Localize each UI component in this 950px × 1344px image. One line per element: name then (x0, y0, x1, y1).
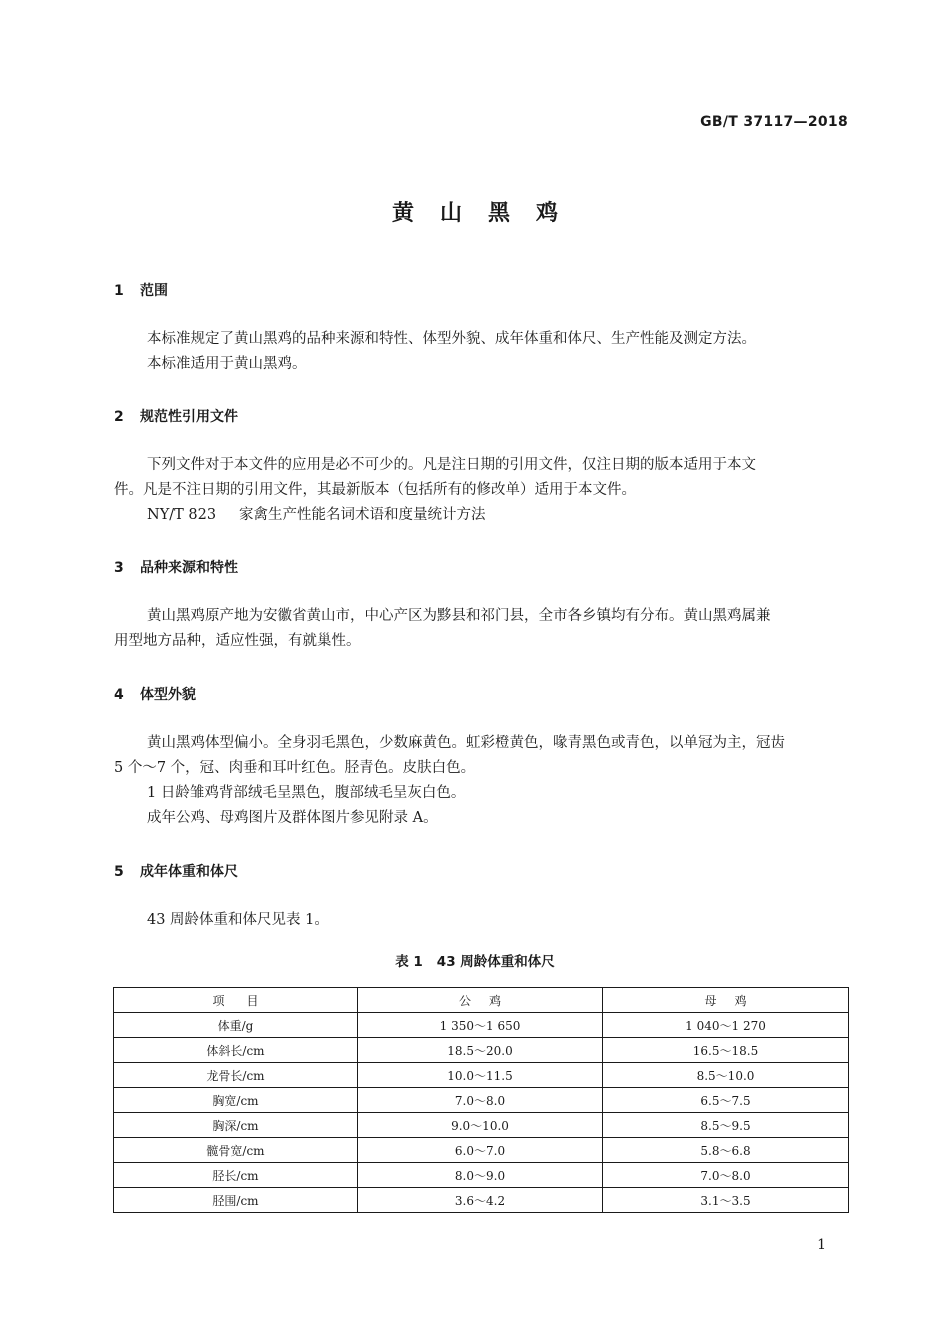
section-title: 范围 (140, 283, 168, 299)
paragraph-line: 5 个～7 个，冠、肉垂和耳叶红色。胫青色。皮肤白色。 (114, 760, 476, 776)
table-row (114, 1088, 849, 1113)
row-male-value: 8.0～9.0 (358, 1163, 603, 1188)
section-4-heading (114, 684, 196, 704)
table-caption-title: 43 周龄体重和体尺 (436, 954, 555, 970)
paragraph-line: 本标准适用于黄山黑鸡。 (147, 356, 307, 372)
row-female-value: 8.5～10.0 (603, 1063, 849, 1088)
row-male-value: 3.6～4.2 (358, 1188, 603, 1213)
section-number: 5 (114, 864, 124, 880)
row-male-value: 10.0～11.5 (358, 1063, 603, 1088)
reference-code: NY/T 823 (147, 507, 217, 523)
row-male-value: 18.5～20.0 (358, 1038, 603, 1063)
section-3-heading (114, 557, 238, 577)
paragraph-line: 1 日龄雏鸡背部绒毛呈黑色，腹部绒毛呈灰白色。 (147, 785, 466, 801)
section-5-body (114, 908, 852, 933)
header-item: 项目 (114, 988, 358, 1013)
section-1-heading (114, 280, 168, 300)
section-number: 2 (114, 409, 124, 425)
table-row (114, 1038, 849, 1063)
row-female-value: 6.5～7.5 (603, 1088, 849, 1113)
paragraph-line: 本标准规定了黄山黑鸡的品种来源和特性、体型外貌、成年体重和体尺、生产性能及测定方法。 (147, 331, 756, 347)
section-number: 3 (114, 560, 124, 576)
normative-reference (114, 503, 852, 528)
header-male: 公鸡 (358, 988, 603, 1013)
row-item: 体重/g (114, 1013, 358, 1038)
section-4-body (114, 731, 852, 831)
row-item: 胸深/cm (114, 1113, 358, 1138)
paragraph-line: 黄山黑鸡体型偏小。全身羽毛黑色，少数麻黄色。虹彩橙黄色，喙青黑色或青色，以单冠为主，冠齿 (147, 735, 785, 751)
table-row (114, 1188, 849, 1213)
header-female: 母鸡 (603, 988, 849, 1013)
paragraph-line: 黄山黑鸡原产地为安徽省黄山市，中心产区为黟县和祁门县，全市各乡镇均有分布。黄山黑鸡属兼 (147, 608, 771, 624)
section-number: 1 (114, 283, 124, 299)
standard-code: GB/T 37117—2018 (700, 114, 848, 130)
paragraph-line: 件。凡是不注日期的引用文件，其最新版本（包括所有的修改单）适用于本文件。 (114, 482, 636, 498)
section-1-body (114, 327, 852, 377)
row-male-value: 7.0～8.0 (358, 1088, 603, 1113)
row-item: 胫长/cm (114, 1163, 358, 1188)
section-title: 品种来源和特性 (140, 560, 238, 576)
row-male-value: 1 350～1 650 (358, 1013, 603, 1038)
row-female-value: 1 040～1 270 (603, 1013, 849, 1038)
section-3-body (114, 604, 852, 654)
paragraph-line: 下列文件对于本文件的应用是必不可少的。凡是注日期的引用文件，仅注日期的版本适用于本文 (147, 457, 756, 473)
row-female-value: 7.0～8.0 (603, 1163, 849, 1188)
table-row (114, 1113, 849, 1138)
weight-measurement-table (113, 987, 849, 1213)
row-item: 髋骨宽/cm (114, 1138, 358, 1163)
paragraph-line: 成年公鸡、母鸡图片及群体图片参见附录 A。 (147, 810, 438, 826)
paragraph-line: 用型地方品种，适应性强，有就巢性。 (114, 633, 361, 649)
table-row (114, 1063, 849, 1088)
section-title: 成年体重和体尺 (140, 864, 238, 880)
row-male-value: 9.0～10.0 (358, 1113, 603, 1138)
section-number: 4 (114, 687, 124, 703)
paragraph-line: 43 周龄体重和体尺见表 1。 (147, 912, 329, 928)
row-female-value: 16.5～18.5 (603, 1038, 849, 1063)
document-title: 黄山黑鸡 (391, 201, 584, 226)
table-header-row (114, 988, 849, 1013)
row-item: 龙骨长/cm (114, 1063, 358, 1088)
row-male-value: 6.0～7.0 (358, 1138, 603, 1163)
section-title: 规范性引用文件 (140, 409, 238, 425)
section-2-heading (114, 406, 238, 426)
row-female-value: 5.8～6.8 (603, 1138, 849, 1163)
table-row (114, 1138, 849, 1163)
section-5-heading (114, 861, 238, 881)
table-caption (0, 950, 950, 970)
row-item: 胸宽/cm (114, 1088, 358, 1113)
row-item: 体斜长/cm (114, 1038, 358, 1063)
row-female-value: 8.5～9.5 (603, 1113, 849, 1138)
table-row (114, 1013, 849, 1038)
table-row (114, 1163, 849, 1188)
section-title: 体型外貌 (140, 687, 196, 703)
row-female-value: 3.1～3.5 (603, 1188, 849, 1213)
reference-title: 家禽生产性能名词术语和度量统计方法 (239, 507, 486, 523)
section-2-body (114, 453, 852, 528)
page-number: 1 (817, 1237, 826, 1253)
row-item: 胫围/cm (114, 1188, 358, 1213)
table-caption-number: 表 1 (395, 954, 423, 970)
